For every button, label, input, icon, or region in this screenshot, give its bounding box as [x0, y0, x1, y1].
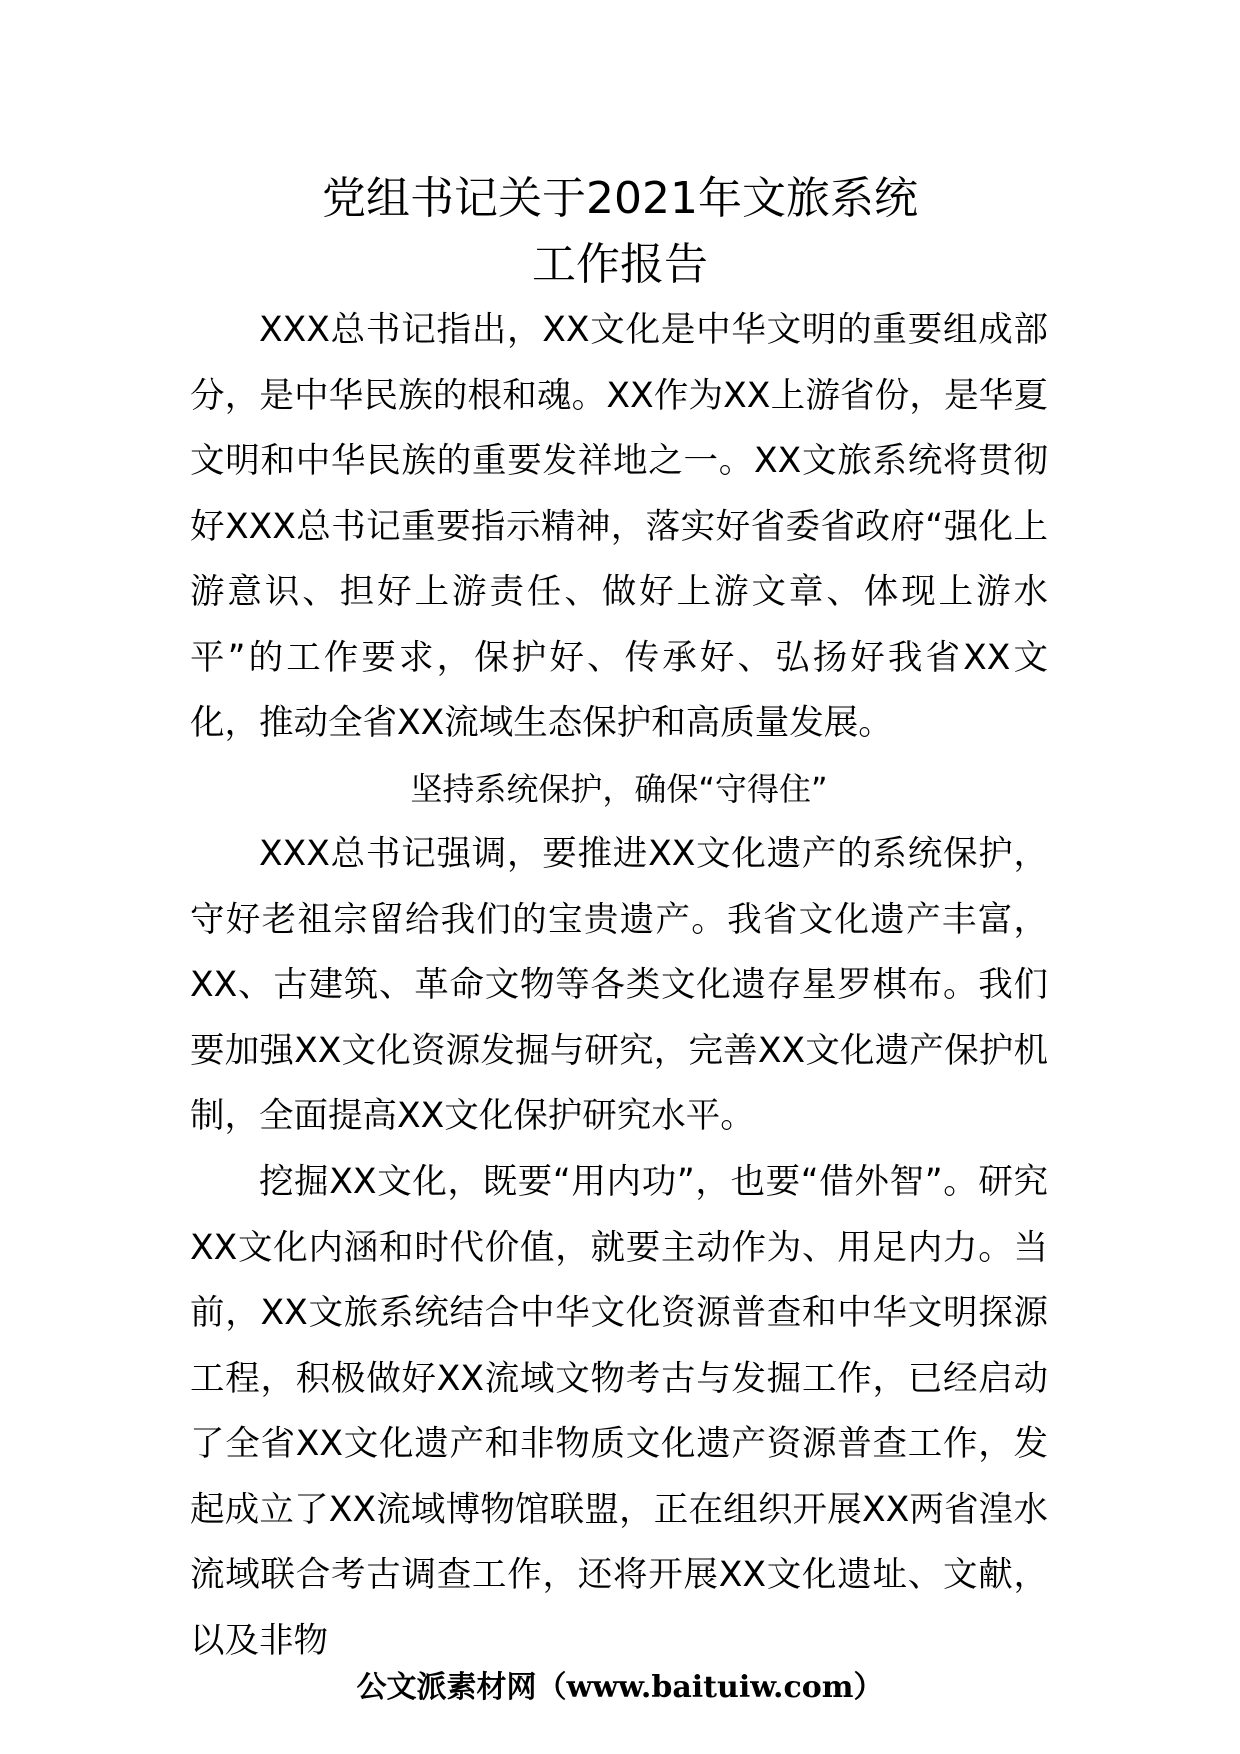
footer-watermark: 公文派素材网（www.baituiw.com） — [356, 1670, 884, 1705]
paragraph-intro: XXX总书记指出，XX文化是中华文明的重要组成部分，是中华民族的根和魂。XX作为XX上游省份，是华夏文明和中华民族的重要发祥地之一。XX文旅系统将贯彻好XXX总书记重要指示精神，落实好省委省政府“强化上游意识、担好上游责任、做好上游文章、体现上游水平”的工作要求，保护好、传承好、弘扬好我省XX文化，推动全省XX流域生态保护和高质量发展。 — [190, 310, 1048, 743]
section-heading: 坚持系统保护，确保“守得住” — [410, 770, 828, 808]
paragraph-protection: XXX总书记强调，要推进XX文化遗产的系统保护，守好老祖宗留给我们的宝贵遗产。我省文化遗产丰富，XX、古建筑、革命文物等各类文化遗存星罗棋布。我们要加强XX文化资源发掘与研究，完善XX文化遗产保护机制，全面提高XX文化保护研究水平。 — [190, 834, 1048, 1136]
document-title-line-1: 党组书记关于2021年文旅系统 — [322, 173, 918, 224]
paragraph-research: 挖掘XX文化，既要“用内功”，也要“借外智”。研究XX文化内涵和时代价值，就要主动作为、用足内力。当前，XX文旅系统结合中华文化资源普查和中华文明探源工程，积极做好XX流域文物考古与发掘工作，已经启动了全省XX文化遗产和非物质文化遗产资源普查工作，发起成立了XX流域博物馆联盟，正在组织开展XX两省湟水流域联合考古调查工作，还将开展XX文化遗址、文献，以及非物 — [190, 1162, 1048, 1661]
document-title-line-2: 工作报告 — [532, 239, 708, 290]
